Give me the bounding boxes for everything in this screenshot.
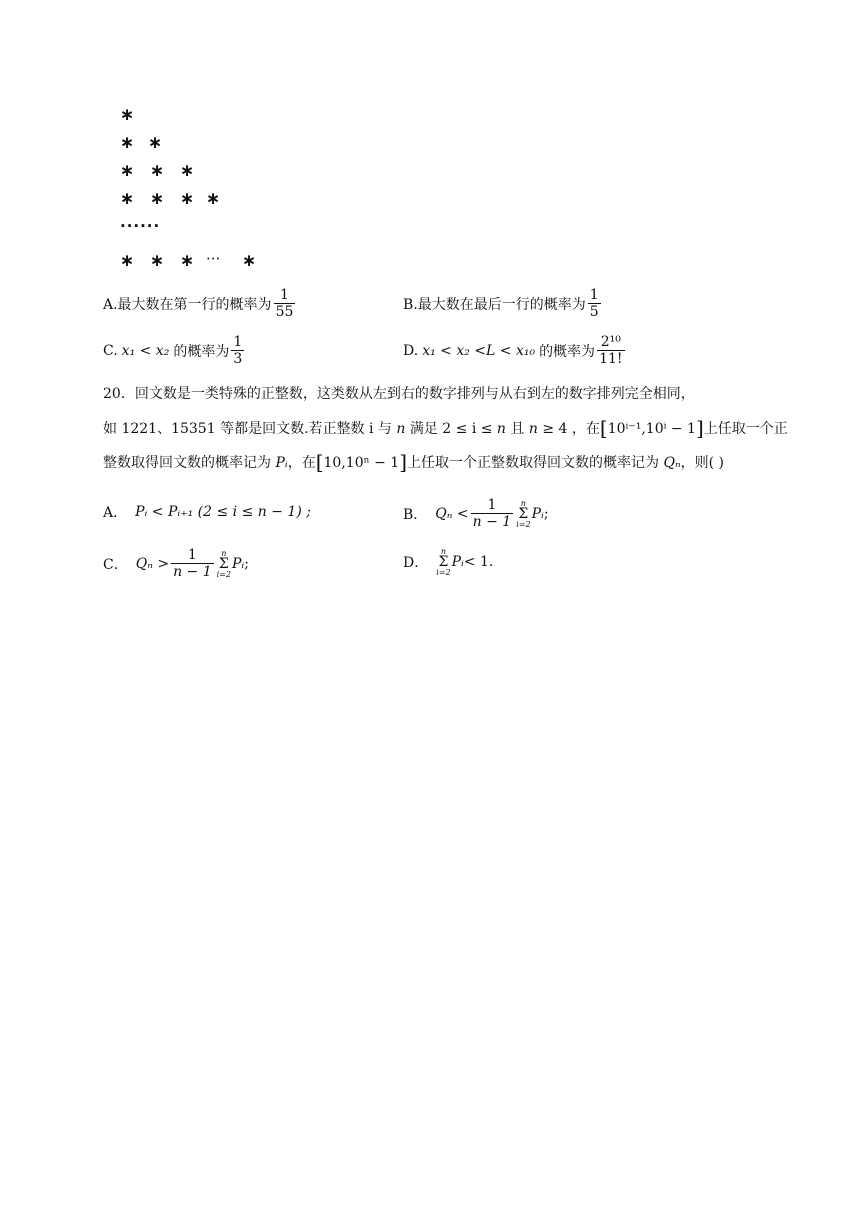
q20-option-c (103, 547, 249, 580)
var-n: n (396, 421, 406, 437)
text-segment: ; (244, 555, 249, 572)
sum-lower: i=2 (216, 569, 231, 579)
denominator: 11! (599, 351, 623, 367)
star-mark: ∗ (120, 105, 135, 125)
sum-upper: n (221, 548, 227, 558)
q19-option-a (103, 287, 297, 320)
fraction (471, 497, 514, 530)
var-n: n (528, 421, 538, 437)
interval: 10,10ⁿ − 1 (323, 455, 400, 471)
star-mark: ∗ (180, 161, 195, 181)
fraction (231, 334, 244, 367)
left-bracket: [ (599, 416, 608, 440)
star-mark: ∗ (150, 189, 165, 209)
sum-term: Pᵢ (231, 555, 245, 572)
var-n: n (496, 421, 506, 437)
numerator: 1 (487, 497, 497, 513)
fraction (597, 334, 624, 367)
numerator: 2¹⁰ (600, 334, 621, 350)
denominator: n − 1 (173, 564, 212, 580)
sigma-symbol: Σ (218, 555, 229, 572)
text-segment: ，在 (287, 455, 316, 471)
star-mark: ∗ (242, 251, 257, 271)
star-mark: ∗ (206, 189, 221, 209)
numerator: 1 (280, 287, 289, 303)
q20-line-3 (103, 452, 724, 473)
option-text: 的概率为 (173, 343, 230, 360)
star-mark: ∗ (150, 161, 165, 181)
star-mark: ∗ (148, 133, 163, 153)
option-text: 的概率为 (539, 343, 596, 360)
math-expression: x₁ < x₂ <L < x₁₀ (422, 342, 536, 359)
text-segment: 且 (505, 421, 529, 437)
text-segment: ≥ 4 ，在 (537, 421, 600, 437)
sum-upper: n (520, 498, 526, 508)
fraction (274, 287, 296, 320)
right-bracket: ] (695, 416, 704, 440)
left-bracket: [ (315, 450, 324, 474)
sum-lower: i=2 (516, 519, 531, 529)
fraction (588, 287, 601, 320)
sigma-symbol: Σ (518, 505, 529, 522)
sigma-symbol: Σ (438, 554, 449, 570)
middle-ellipsis: ··· (206, 250, 221, 268)
star-mark: ∗ (180, 251, 195, 271)
text-segment: 如 1221、15351 等都是回文数.若正整数 i 与 (103, 421, 397, 437)
math-expression: x₁ < x₂ (121, 342, 170, 359)
ellipsis-row: ······ (120, 217, 161, 235)
fraction (171, 547, 214, 580)
numerator: 1 (233, 334, 243, 350)
denominator: 3 (233, 351, 243, 367)
sum-term: Pᵢ (531, 505, 544, 522)
option-text: A.最大数在第一行的概率为 (103, 296, 272, 313)
text-segment: 上任取一个正 (703, 421, 788, 437)
star-mark: ∗ (150, 251, 165, 271)
star-mark: ∗ (120, 251, 135, 271)
q19-option-b (403, 287, 603, 320)
denominator: 55 (275, 304, 294, 320)
summation (516, 499, 530, 529)
summation (217, 549, 231, 579)
text-segment: < 1. (463, 554, 494, 570)
interval: 10ⁱ⁻¹,10ⁱ − 1 (607, 421, 696, 437)
denominator: n − 1 (472, 514, 512, 530)
right-bracket: ] (399, 450, 408, 474)
var-q: Qₙ (663, 455, 681, 471)
text-segment: ; (543, 505, 549, 522)
sum-lower: i=2 (436, 568, 451, 577)
star-mark: ∗ (180, 189, 195, 209)
option-label: B． (403, 506, 428, 523)
numerator: 1 (187, 547, 197, 563)
q20-line-1: 20．回文数是一类特殊的正整数，这类数从左到右的数字排列与从右到左的数字排列完全相同， (103, 386, 695, 402)
q20-option-a (103, 502, 311, 522)
option-label: C. (103, 342, 118, 359)
sum-upper: n (440, 547, 446, 556)
math-expression: Qₙ > (135, 555, 170, 572)
math-expression: Pᵢ < Pᵢ₊₁ (2 ≤ i ≤ n − 1) ; (135, 504, 311, 520)
star-mark: ∗ (120, 133, 135, 153)
var-p: Pᵢ (275, 455, 288, 471)
option-text: B.最大数在最后一行的概率为 (403, 296, 586, 313)
q20-line-2 (103, 418, 788, 439)
text-segment: 满足 2 ≤ i ≤ (405, 421, 497, 437)
text-segment: 整数取得回文数的概率记为 (103, 455, 276, 471)
math-expression: Qₙ < (435, 505, 469, 522)
numerator: 1 (589, 287, 599, 303)
text-segment: 上任取一个正整数取得回文数的概率记为 (407, 455, 664, 471)
star-mark: ∗ (120, 189, 135, 209)
q19-option-c (103, 334, 246, 367)
sum-term: Pᵢ (451, 554, 464, 570)
denominator: 5 (589, 304, 599, 320)
q20-option-b (403, 497, 549, 530)
option-label: D. (403, 342, 419, 359)
option-label: D． (403, 555, 429, 571)
q20-option-d (403, 547, 493, 577)
star-mark: ∗ (120, 161, 135, 181)
option-label: A． (103, 505, 128, 521)
text-segment: ，则( ) (680, 455, 724, 471)
summation (436, 547, 450, 577)
option-label: C． (103, 556, 128, 573)
q19-option-d (403, 334, 627, 367)
